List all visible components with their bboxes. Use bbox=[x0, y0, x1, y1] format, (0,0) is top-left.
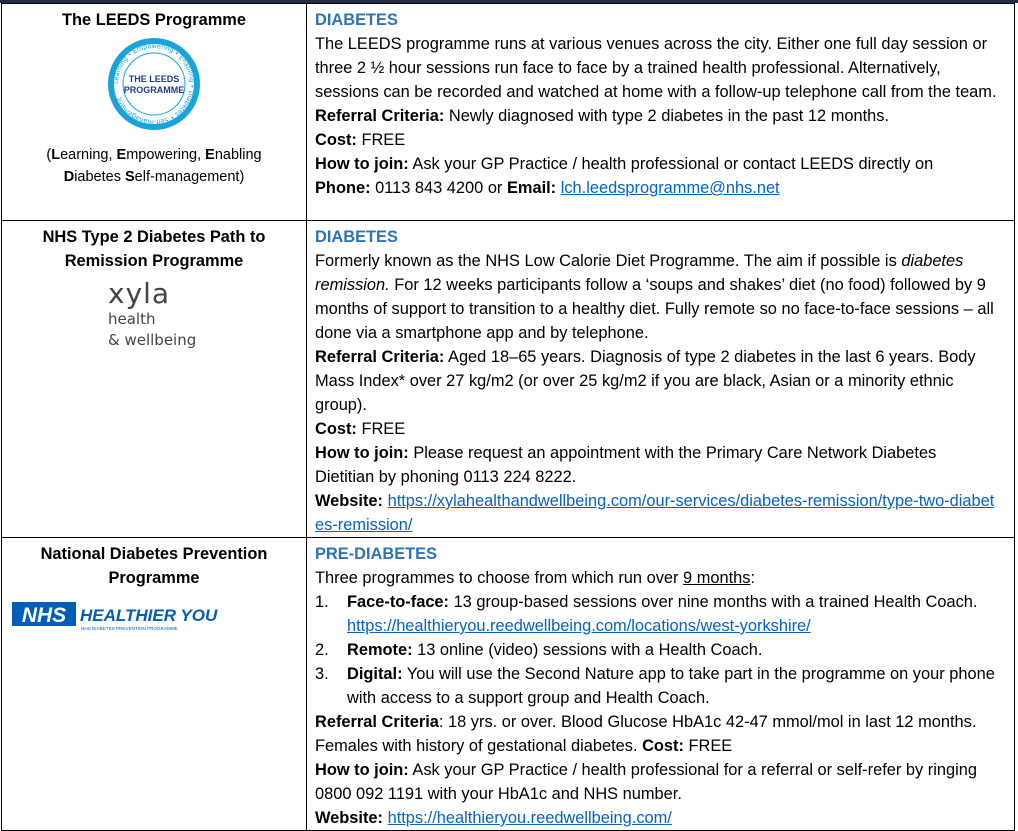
programme-details bbox=[307, 538, 1015, 831]
healthier-you-tagline: NHS DIABETES PREVENTION PROGRAMME bbox=[81, 626, 178, 631]
location-link[interactable]: https://healthieryou.reedwellbeing.com/locations/west-yorkshire/ bbox=[347, 617, 811, 635]
category-label: DIABETES bbox=[315, 228, 398, 246]
website-line: Website: https://healthieryou.reedwellbeing.com/ bbox=[315, 809, 672, 827]
programme-name: NHS Type 2 Diabetes Path to Remission Programme bbox=[42, 228, 266, 270]
how-to-join: How to join: Please request an appointment with the Primary Care Network Diabetes Dietitian by phoning 0113 224 8222. bbox=[315, 444, 937, 486]
list-item: 2. Remote: 13 online (video) sessions with a Health Coach. bbox=[315, 641, 763, 659]
referral-criteria: Referral Criteria: 18 yrs. or over. Blood Glucose HbA1c 42-47 mmol/mol in last 12 months. Females with history of gestational diabetes. Cost: FREE bbox=[315, 713, 977, 755]
programme-description: Formerly known as the NHS Low Calorie Diet Programme. The aim if possible is diabetes remission. For 12 weeks participants follow a ‘soups and shakes’ diet (no food) followed by 9 months of support to transition to a healthy diet. Fully remote so no face-to-face sessions – all done via a smartphone app and by telephone. bbox=[315, 252, 994, 342]
cost: Cost: FREE bbox=[315, 420, 406, 438]
category-label: DIABETES bbox=[315, 11, 398, 29]
programme-options bbox=[315, 590, 1000, 710]
xyla-logo: xyla health & wellbeing bbox=[108, 277, 197, 349]
contact-line: Phone: 0113 843 4200 or Email: lch.leedsprogramme@nhs.net bbox=[315, 179, 780, 197]
referral-criteria: Referral Criteria: Newly diagnosed with type 2 diabetes in the past 12 months. bbox=[315, 107, 889, 125]
how-to-join: How to join: Ask your GP Practice / health professional or contact LEEDS directly on bbox=[315, 155, 934, 173]
programme-details bbox=[307, 4, 1015, 221]
table-row bbox=[2, 4, 1015, 221]
programme-intro: Three programmes to choose from which run over 9 months: bbox=[315, 569, 756, 587]
table-row bbox=[2, 538, 1015, 831]
leeds-logo-line1: THE LEEDS bbox=[128, 74, 180, 84]
leeds-logo-line2: PROGRAMME bbox=[123, 85, 185, 95]
programme-cell bbox=[2, 538, 307, 831]
cost: Cost: FREE bbox=[315, 131, 406, 149]
how-to-join: How to join: Ask your GP Practice / health professional for a referral or self-refer by ringing 0800 092 1191 with your HbA1c and NHS number. bbox=[315, 761, 977, 803]
programme-name: National Diabetes Prevention Programme bbox=[40, 545, 268, 587]
website-link[interactable]: https://healthieryou.reedwellbeing.com/ bbox=[387, 809, 672, 827]
programme-description: The LEEDS programme runs at various venues across the city. Either one full day session or three 2 ½ hour sessions run face to face by a trained health professional. Alternatively, sessions can be recorded and watched at home with a follow-up telephone call from the team. bbox=[315, 35, 997, 101]
category-label: PRE-DIABETES bbox=[315, 545, 438, 563]
leeds-subtitle: (Learning, Empowering, Enabling Diabetes Self-management) bbox=[46, 147, 262, 185]
programme-name: The LEEDS Programme bbox=[62, 11, 246, 29]
healthier-you-mark: HEALTHIER YOU bbox=[80, 606, 218, 625]
website-link[interactable]: https://xylahealthandwellbeing.com/our-services/diabetes-remission/type-two-diabetes-remission/ bbox=[315, 492, 995, 534]
programmes-table bbox=[1, 3, 1015, 831]
list-item: 3. Digital: You will use the Second Nature app to take part in the programme on your phone with access to a support group and Health Coach. bbox=[315, 665, 995, 707]
website-line: Website: https://xylahealthandwellbeing.com/our-services/diabetes-remission/type-two-diabetes-remission/ bbox=[315, 492, 995, 534]
email-link[interactable]: lch.leedsprogramme@nhs.net bbox=[560, 179, 780, 197]
programme-details bbox=[307, 221, 1015, 538]
referral-criteria: Referral Criteria: Aged 18–65 years. Diagnosis of type 2 diabetes in the last 6 years. Body Mass Index* over 27 kg/m2 (or over 25 kg/m2 if you are black, Asian or a minority ethnic group). bbox=[315, 348, 976, 414]
list-item: 1. Face-to-face: 13 group-based sessions over nine months with a trained Health Coach. https://healthieryou.reedwellbeing.com/locations/west-yorkshire/ bbox=[315, 593, 978, 635]
table-row bbox=[2, 221, 1015, 538]
programme-cell bbox=[2, 221, 307, 538]
programme-cell bbox=[2, 4, 307, 221]
leeds-logo bbox=[106, 36, 202, 132]
healthier-you-logo bbox=[2, 600, 306, 637]
leeds-logo-ring: Learning • Empowering • Enabling • Diabetes • Self-management bbox=[111, 41, 197, 127]
nhs-mark: NHS bbox=[21, 604, 67, 627]
